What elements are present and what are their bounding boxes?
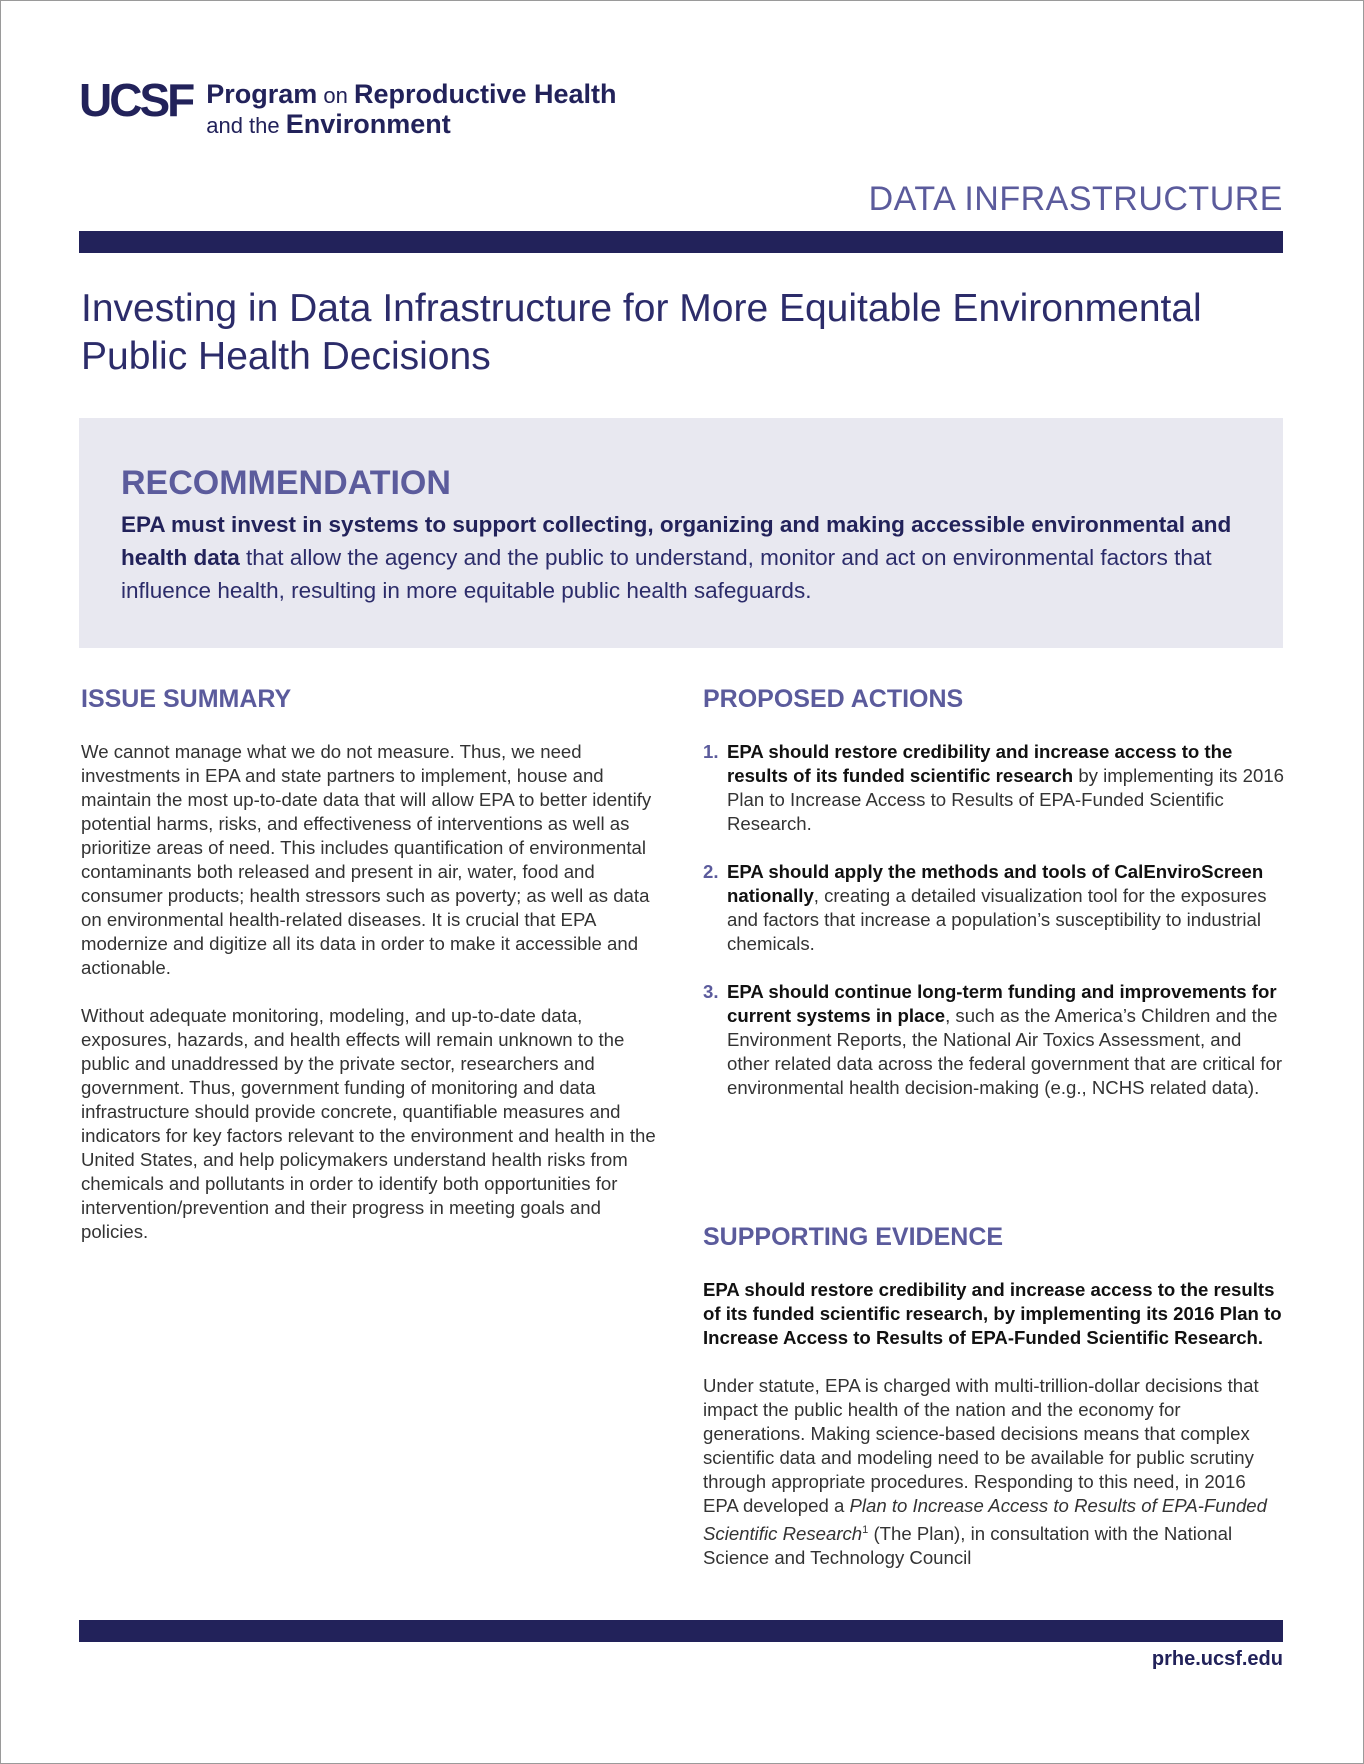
action-item — [703, 860, 1285, 956]
proposed-actions-heading: PROPOSED ACTIONS — [703, 685, 964, 713]
action-rest: by implementing its 2016 Plan to Increase Access to Results of EPA-Funded Scientific Research. — [727, 765, 1284, 834]
org-line2-a: and the — [206, 113, 286, 138]
website-link[interactable]: prhe.ucsf.edu — [1151, 1648, 1283, 1670]
action-item — [703, 740, 1285, 836]
recommendation-text — [121, 508, 1246, 607]
org-line1-a: Program — [206, 79, 318, 109]
org-line1-c: Reproductive Health — [353, 79, 617, 109]
supporting-evidence-heading: SUPPORTING EVIDENCE — [703, 1223, 1004, 1251]
supporting-evidence-section — [703, 1223, 1285, 1594]
section-tag: DATA INFRASTRUCTURE — [868, 180, 1283, 218]
action-bold: EPA should continue long-term funding and improvements for current systems in place — [727, 981, 1277, 1026]
evidence-body-b: (The Plan), in consultation with the National Science and Technology Council — [703, 1523, 1233, 1569]
org-line1-b: on — [317, 83, 354, 108]
proposed-actions-section — [703, 685, 1285, 1124]
action-number: 1. — [703, 741, 719, 762]
ucsf-logo — [79, 74, 617, 140]
recommendation-bold: EPA must invest in systems to support collecting, organizing and making accessible environmental and health data — [121, 512, 1232, 570]
recommendation-rest: that allow the agency and the public to understand, monitor and act on environmental factors that influence health, resulting in more equitable public health safeguards. — [121, 545, 1212, 603]
top-divider-bar — [79, 231, 1283, 253]
logo-mark: UCSF — [79, 74, 193, 126]
action-bold: EPA should apply the methods and tools of CalEnviroScreen nationally — [727, 861, 1264, 906]
issue-summary-heading: ISSUE SUMMARY — [81, 685, 292, 713]
action-rest: , such as the America’s Children and the Environment Reports, the National Air Toxics Assessment, and other related data across the federal government that are critical for environmental health decision-making (e.g., NCHS related data). — [727, 1005, 1283, 1098]
evidence-plan-title: Plan to Increase Access to Results of EPA-Funded Scientific Research — [703, 1495, 1267, 1545]
issue-summary-paragraph: Without adequate monitoring, modeling, and up-to-date data, exposures, hazards, and health effects will remain unknown to the public and unaddressed by the private sector, researchers and government. Thus, government funding of monitoring and data infrastructure should provide concrete, quantifiable measures and indicators for key factors relevant to the environment and health in the United States, and help policymakers understand health risks from chemicals and pollutants in order to identify both opportunities for intervention/prevention and their progress in meeting goals and policies. — [81, 1005, 656, 1242]
action-item — [703, 980, 1285, 1100]
action-bold: EPA should restore credibility and increase access to the results of its funded scientific research — [727, 741, 1233, 786]
bottom-divider-bar — [79, 1620, 1283, 1642]
action-rest: , creating a detailed visualization tool for the exposures and factors that increase a population’s susceptibility to industrial chemicals. — [727, 885, 1267, 954]
recommendation-heading: RECOMMENDATION — [121, 464, 451, 502]
evidence-body-a: Under statute, EPA is charged with multi-trillion-dollar decisions that impact the public health of the nation and the economy for generations. Making science-based decisions means that complex scientific data and modeling need to be available for public scrutiny through appropriate procedures. Responding to this need, in 2016 EPA developed a — [703, 1375, 1259, 1516]
action-number: 3. — [703, 981, 719, 1002]
footnote-ref[interactable]: 1 — [862, 1524, 869, 1536]
org-line2-b: Environment — [285, 109, 451, 139]
org-name — [206, 80, 616, 140]
page-title: Investing in Data Infrastructure for More Equitable Environmental Public Health Decisions — [81, 287, 1202, 378]
action-number: 2. — [703, 861, 719, 882]
recommendation-box — [79, 418, 1283, 648]
action-text — [727, 860, 1285, 956]
issue-summary-paragraph: We cannot manage what we do not measure. Thus, we need investments in EPA and state partners to implement, house and maintain the most up-to-date data that will allow EPA to better identify potential harms, risks, and effectiveness of interventions as well as prioritize areas of need. This includes quantification of environmental contaminants both released and present in air, water, food and consumer products; health stressors such as poverty; as well as data on environmental health-related diseases. It is crucial that EPA modernize and digitize all its data in order to make it accessible and actionable. — [81, 741, 652, 978]
supporting-evidence-lead: EPA should restore credibility and increase access to the results of its funded scientific research, by implementing its 2016 Plan to Increase Access to Results of EPA-Funded Scientific Research. — [703, 1279, 1282, 1348]
action-text — [727, 740, 1285, 836]
issue-summary-section — [81, 685, 671, 1268]
supporting-evidence-body — [703, 1374, 1285, 1570]
proposed-actions-list — [703, 740, 1285, 1100]
action-text — [727, 980, 1285, 1100]
